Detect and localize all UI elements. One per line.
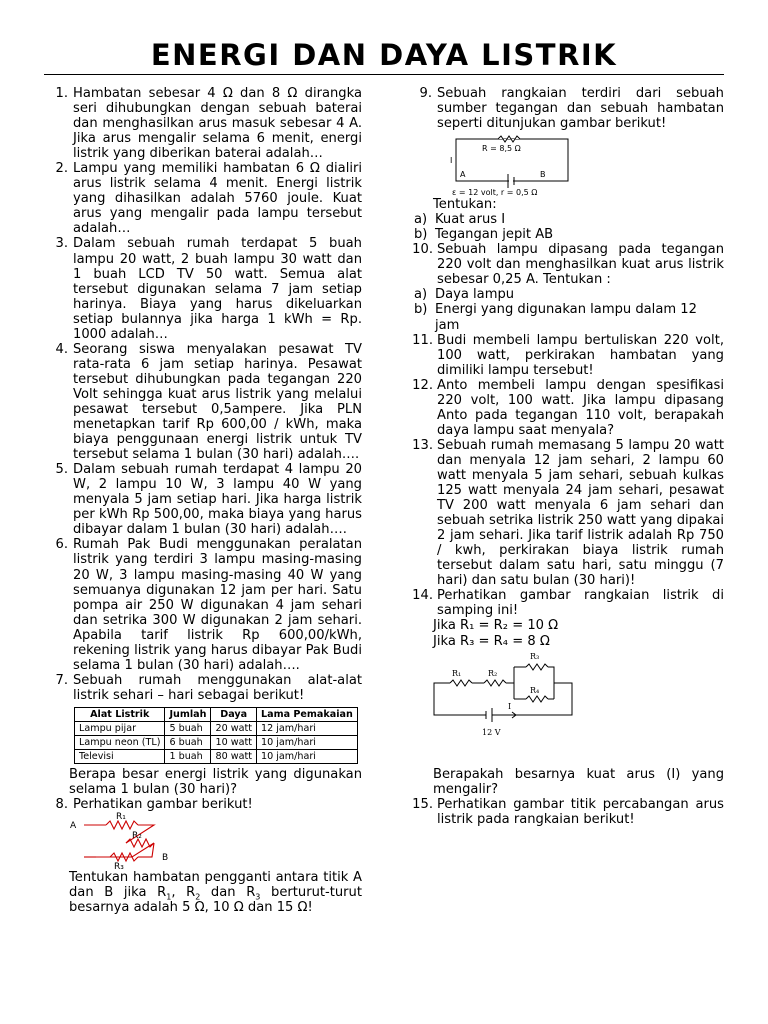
question-text: Seorang siswa menyalakan pesawat TV rata-rata 6 jam setiap harinya. Pesawat tersebut dihubungkan pada tegangan 220 Volt sehingga kuat arus listrik yang melalui pesawat tersebut 0,5ampere. Jika PLN menetapkan tarif Rp 600,00 / kWh, maka biaya penggunaan energi listrik untuk TV tersebut selama 1 bulan (30 hari) adalah…. (73, 341, 362, 463)
question-number: 8. (55, 797, 68, 813)
table-row (75, 749, 358, 763)
table-header: Lama Pemakaian (256, 707, 357, 721)
label-r3: R₃ (114, 862, 124, 871)
question-number: 7. (55, 672, 68, 688)
appliance-table (74, 707, 358, 764)
question-text: Budi membeli lampu bertuliskan 220 volt, 100 watt, perkirakan hambatan yang dimiliki lampu tersebut! (437, 332, 724, 378)
figure-9-circuit (426, 131, 742, 197)
sub-item: a) Daya lampu (414, 287, 515, 303)
table-cell: 20 watt (211, 721, 257, 735)
question-number: 15. (412, 796, 433, 812)
question-7-followup: Berapa besar energi listrik yang digunakan selama 1 bulan (30 hari)? (69, 766, 362, 797)
question-9 (408, 86, 724, 131)
figure-14-circuit (430, 649, 746, 767)
sub-item: b) Energi yang digunakan lampu dalam 12 jam (414, 302, 697, 333)
table-cell: 10 jam/hari (256, 735, 357, 749)
question-1 (44, 86, 362, 161)
question-7 (44, 673, 362, 703)
table-cell: Lampu neon (TL) (75, 735, 165, 749)
question-text: Sebuah rangkaian terdiri dari sebuah sumber tegangan dan sebuah hambatan seperti ditunjukan gambar berikut! (437, 86, 724, 132)
label-a: A (70, 821, 77, 832)
question-2 (44, 161, 362, 236)
title-divider (44, 74, 724, 75)
label-r2: R₂ (488, 668, 498, 678)
question-number: 13. (412, 437, 433, 453)
question-6 (44, 537, 362, 672)
label-r3: R₃ (530, 651, 540, 661)
question-15 (408, 797, 724, 827)
right-column (408, 86, 724, 827)
question-8 (44, 797, 362, 812)
sub-item: a) Kuat arus I (414, 212, 506, 228)
label-a: A (460, 170, 466, 180)
resistor-r3-zigzag (526, 664, 548, 670)
resistor-zigzag (498, 136, 520, 142)
question-text: Perhatikan gambar rangkaian listrik di samping ini! (437, 588, 724, 619)
table-header: Jumlah (165, 707, 211, 721)
resistor-r1-zigzag (450, 680, 472, 686)
question-text: Anto membeli lampu dengan spesifikasi 220 volt, 100 watt. Jika lampu dipasang Anto pada tegangan 110 volt, berapakah daya lampu saat menyala? (437, 377, 724, 438)
question-number: 9. (419, 86, 432, 101)
question-14-given-2: Jika R₃ = R₄ = 8 Ω (433, 633, 550, 649)
question-10 (408, 242, 724, 287)
label-resistance: R = 8,5 Ω (482, 144, 521, 154)
label-current: I (450, 156, 453, 166)
left-column (44, 86, 362, 915)
question-12 (408, 378, 724, 438)
label-voltage: 12 V (482, 727, 501, 737)
question-text: Rumah Pak Budi menggunakan peralatan listrik yang terdiri 3 lampu masing-masing 20 W, 3 lampu masing-masing 40 W yang semuanya digunakan 12 jam per hari. Satu pompa air 250 W digunakan 4 jam sehari dan setrika 300 W digunakan 2 jam sehari. Apabila tarif listrik Rp 600,00/kWh, rekening listrik yang harus dibayar Pak Budi selama 1 bulan (30 hari) adalah…. (73, 537, 362, 673)
question-number: 2. (55, 161, 68, 177)
resistor-r4-zigzag (526, 696, 548, 702)
table-cell: 6 buah (165, 735, 211, 749)
question-number: 4. (55, 341, 68, 357)
question-14-followup: Berapakah besarnya kuat arus (I) yang mengalir? (433, 766, 724, 797)
question-5 (44, 462, 362, 537)
question-3 (44, 236, 362, 341)
question-4 (44, 342, 362, 462)
table-cell: 5 buah (165, 721, 211, 735)
label-current: I (508, 701, 512, 711)
question-text: Lampu yang memiliki hambatan 6 Ω dialiri arus listrik selama 4 menit. Energi listrik yang dihasilkan adalah 5760 joule. Kuat arus yang mengalir pada lampu tersebut adalah… (73, 161, 362, 237)
label-r1: R₁ (116, 812, 126, 823)
question-13 (408, 438, 724, 588)
question-text: Perhatikan gambar berikut! (73, 797, 253, 813)
label-r4: R₄ (530, 685, 540, 695)
question-number: 10. (412, 242, 433, 258)
table-header-row (75, 707, 358, 721)
question-text: Sebuah lampu dipasang pada tegangan 220 volt dan menghasilkan kuat arus listrik sebesar 0,25 A. Tentukan : (437, 242, 724, 288)
table-cell: Lampu pijar (75, 721, 165, 735)
question-text: Hambatan sebesar 4 Ω dan 8 Ω dirangka seri dihubungkan dengan sebuah baterai dan menghasilkan arus masuk sebesar 4 A. Jika arus mengalir selama 6 menit, energi listrik yang diberikan baterai adalah… (73, 86, 362, 162)
question-text: Sebuah rumah menggunakan alat-alat listrik sehari – hari sebagai berikut! (73, 672, 362, 703)
question-11 (408, 333, 724, 378)
wire-left-top (434, 683, 450, 699)
resistor-r1-zigzag (106, 821, 138, 829)
table-cell: 10 jam/hari (256, 749, 357, 763)
table-cell: Televisi (75, 749, 165, 763)
label-b: B (162, 853, 169, 864)
question-14-given-1: Jika R₁ = R₂ = 10 Ω (433, 618, 559, 634)
table-cell: 1 buah (165, 749, 211, 763)
table-cell: 10 watt (211, 735, 257, 749)
question-text: Dalam sebuah rumah terdapat 4 lampu 20 W, 2 lampu 10 W, 3 lampu 40 W yang menyala 5 jam setiap hari. Jika harga listrik per kWh Rp 500,00, maka biaya yang harus dibayar dalam 1 bulan (30 hari) adalah…. (73, 462, 362, 538)
question-number: 5. (55, 462, 68, 478)
label-emf: ε = 12 volt, r = 0,5 Ω (452, 188, 538, 198)
table-cell: 80 watt (211, 749, 257, 763)
table-row (75, 721, 358, 735)
question-number: 14. (412, 588, 433, 604)
question-number: 6. (55, 537, 68, 553)
resistor-r2-zigzag (484, 680, 506, 686)
wire-bottom (434, 699, 486, 715)
question-text: Sebuah rumah memasang 5 lampu 20 watt dan menyala 12 jam sehari, 2 lampu 60 watt menyala 5 jam sehari, sebuah kulkas 125 watt menyala 24 jam sehari, pesawat TV 200 watt menyala 6 jam sehari dan sebuah setrika listrik 250 watt yang dipakai 2 jam sehari. Jika tarif listrik adalah Rp 750 / kwh, perkirakan biaya listrik rumah tersebut dalam satu hari, satu minggu (7 hari) dan satu bulan (30 hari)! (437, 437, 724, 589)
question-text: Dalam sebuah rumah terdapat 5 buah lampu 20 watt, 2 buah lampu 30 watt dan 1 buah LCD TV 50 watt. Semua alat tersebut digunakan selama 7 jam setiap harinya. Biaya yang harus dikeluarkan setiap bulannya jika harga 1 kWh = Rp. 1000 adalah… (73, 236, 362, 342)
question-number: 11. (412, 332, 433, 348)
sub-item: b) Tegangan jepit AB (414, 227, 554, 243)
table-header: Daya (211, 707, 257, 721)
page-title: ENERGI DAN DAYA LISTRIK (150, 38, 618, 72)
wire (96, 843, 154, 857)
table-cell: 12 jam/hari (256, 721, 357, 735)
figure-8-resistor-network (66, 812, 384, 870)
table-row (75, 735, 358, 749)
question-14 (408, 588, 724, 618)
label-r2: R₂ (132, 831, 142, 842)
label-r1: R₁ (452, 668, 462, 678)
question-8-followup: Tentukan hambatan pengganti antara titik A dan B jika $R_1$, $R_2$ dan $R_3$ berturut-turut besarnya adalah 5 Ω, 10 Ω dan 15 Ω! (69, 870, 362, 916)
question-number: 1. (55, 86, 68, 101)
question-9-followup: Tentukan: (433, 197, 497, 213)
wire (548, 667, 554, 699)
question-number: 3. (55, 236, 68, 252)
question-text: Perhatikan gambar titik percabangan arus listrik pada rangkaian berikut! (437, 796, 724, 827)
table-header: Alat Listrik (75, 707, 165, 721)
question-number: 12. (412, 377, 433, 393)
label-b: B (540, 170, 546, 180)
